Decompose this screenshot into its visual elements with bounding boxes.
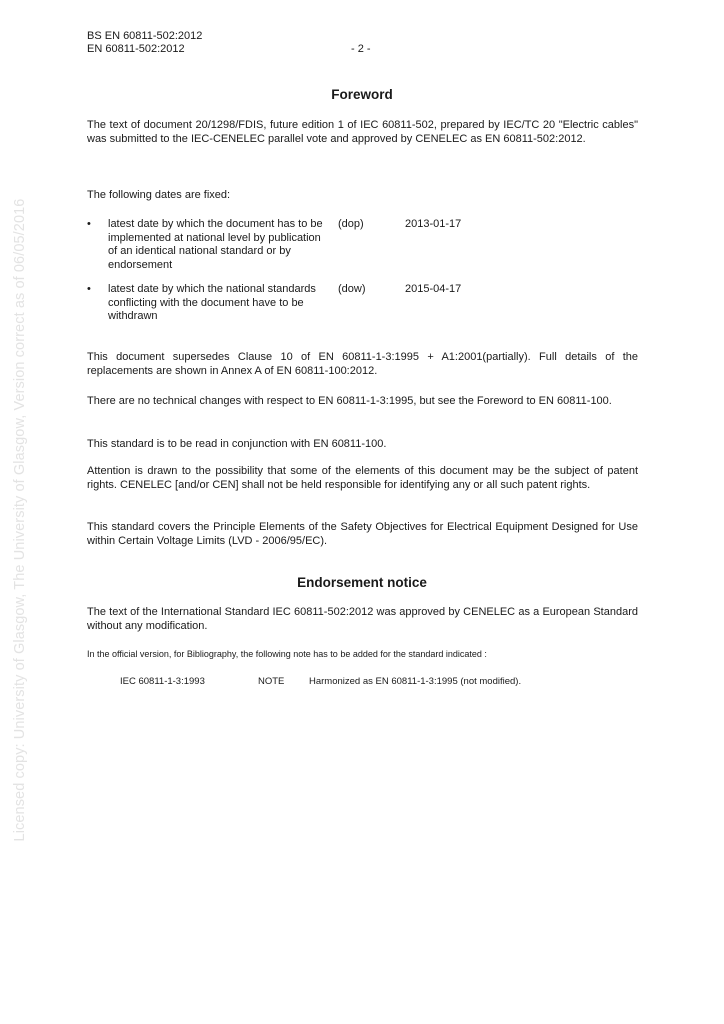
header-en-number: EN 60811-502:2012	[87, 43, 185, 55]
date-item-value: 2013-01-17	[405, 218, 462, 230]
watermark-text: Licensed copy: University of Glasgow, The University of Glasgow, Version correct as of 06/05/2016	[12, 198, 28, 842]
foreword-intro: The text of document 20/1298/FDIS, future edition 1 of IEC 60811-502, prepared by IEC/TC 20 "Electric cables" was submitted to the IEC-CENELEC parallel vote and approved by CENELEC as EN 60811-502:2012.	[87, 119, 638, 145]
endorsement-text: The text of the International Standard IEC 60811-502:2012 was approved by CENELEC as a European Standard without any modification.	[87, 606, 638, 632]
technical-changes-paragraph: There are no technical changes with respect to EN 60811-1-3:1995, but see the Foreword to EN 60811-100.	[87, 395, 612, 407]
date-item-code: (dop)	[338, 218, 364, 230]
note-text: Harmonized as EN 60811-1-3:1995 (not modified).	[309, 676, 522, 687]
bullet-glyph: •	[87, 218, 91, 230]
bullet-glyph: •	[87, 283, 91, 295]
page-number: - 2 -	[351, 43, 371, 55]
date-item-value: 2015-04-17	[405, 283, 462, 295]
document-header	[87, 30, 202, 56]
endorsement-title: Endorsement notice	[297, 575, 427, 590]
note-label: NOTE	[258, 676, 285, 687]
note-reference: IEC 60811-1-3:1993	[120, 676, 205, 687]
date-item-text: latest date by which the document has to be implemented at national level by publication of an identical national standard or by endorsement	[108, 218, 323, 271]
date-item-text: latest date by which the national standards conflicting with the document have to be withdrawn	[108, 283, 316, 323]
dates-intro: The following dates are fixed:	[87, 189, 231, 201]
supersedes-paragraph: This document supersedes Clause 10 of EN 60811-1-3:1995 + A1:2001(partially). Full details of the replacements are shown in Annex A of EN 60811-100:2012.	[87, 351, 638, 377]
patent-rights-paragraph: Attention is drawn to the possibility that some of the elements of this document may be the subject of patent rights. CENELEC [and/or CEN] shall not be held responsible for identifying any or all such patent rights.	[87, 465, 638, 491]
header-bs-number: BS EN 60811-502:2012	[87, 30, 203, 42]
lvd-paragraph: This standard covers the Principle Elements of the Safety Objectives for Electrical Equipment Designed for Use within Certain Voltage Limits (LVD - 2006/95/EC).	[87, 521, 638, 547]
date-item-code: (dow)	[338, 283, 366, 295]
official-version-note: In the official version, for Bibliography, the following note has to be added for the standard indicated :	[87, 649, 487, 659]
foreword-title: Foreword	[331, 87, 393, 102]
conjunction-paragraph: This standard is to be read in conjunction with EN 60811-100.	[87, 438, 387, 450]
